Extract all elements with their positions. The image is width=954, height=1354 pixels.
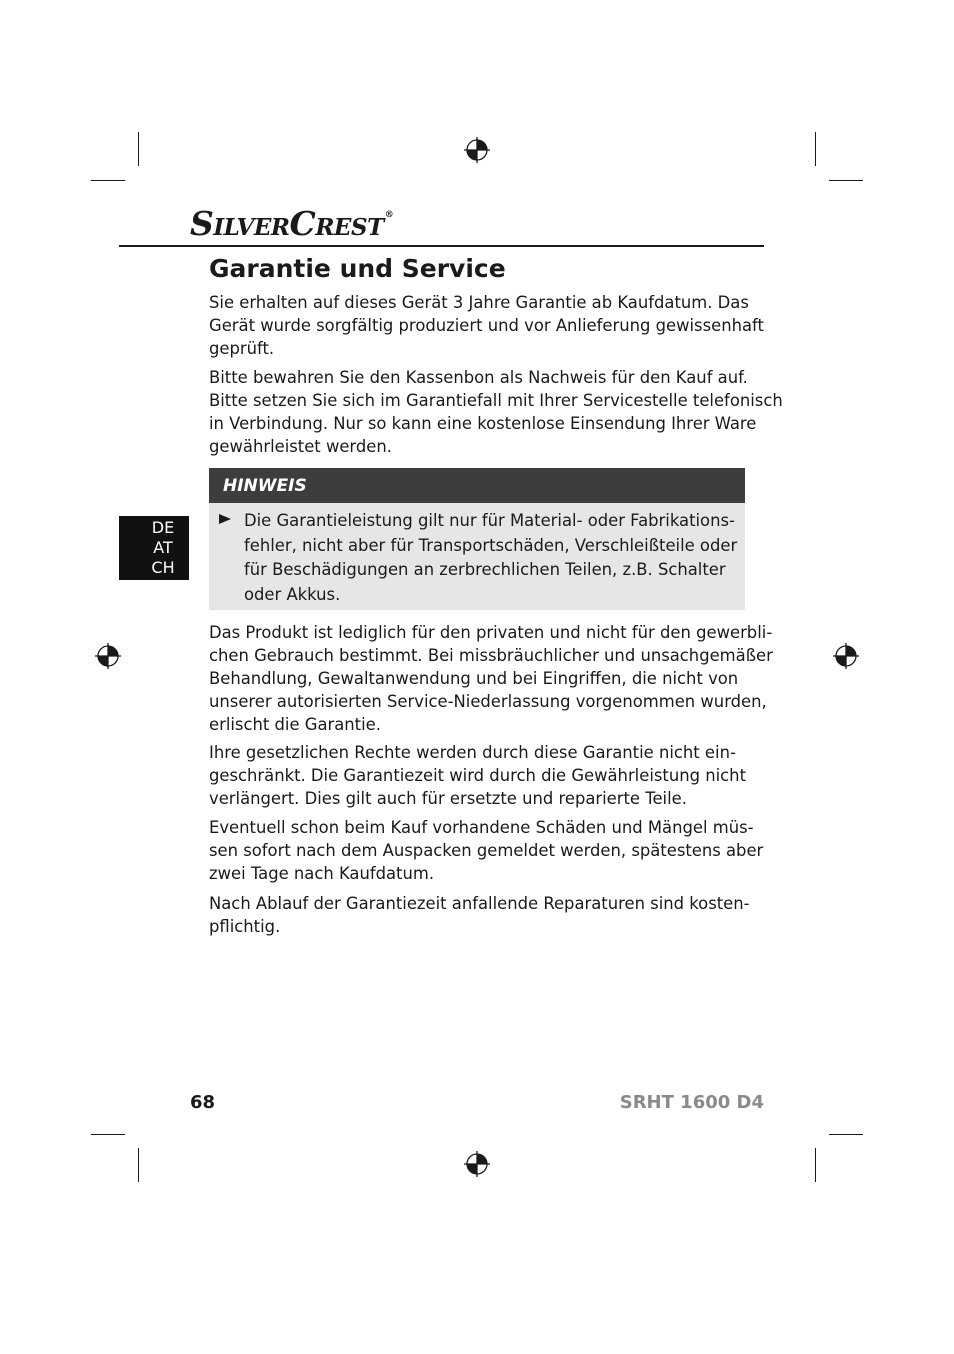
text-line: Bitte setzen Sie sich im Garantiefall mit Ihrer Servicestelle telefonisch	[209, 391, 783, 410]
text-line: Das Produkt ist lediglich für den privaten und nicht für den gewerbli-	[209, 623, 773, 642]
crop-mark	[91, 180, 125, 181]
silvercrest-logo	[190, 204, 394, 243]
registration-mark-icon	[95, 643, 121, 669]
language-code: DE	[151, 518, 175, 537]
text-line: Ihre gesetzlichen Rechte werden durch diese Garantie nicht ein-	[209, 743, 736, 762]
logo-letter: C	[289, 204, 316, 243]
bullet-arrow-icon	[219, 514, 231, 524]
text-line: Eventuell schon beim Kauf vorhandene Schäden und Mängel müs-	[209, 818, 754, 837]
page-title: Garantie und Service	[209, 254, 506, 283]
logo-word: REST	[315, 214, 384, 241]
text-line: für Beschädigungen an zerbrechlichen Teilen, z.B. Schalter	[244, 560, 726, 579]
text-line: Sie erhalten auf dieses Gerät 3 Jahre Garantie ab Kaufdatum. Das	[209, 293, 749, 312]
text-line: oder Akkus.	[244, 584, 341, 604]
text-line: pflichtig.	[209, 917, 281, 936]
text-line: zwei Tage nach Kaufdatum.	[209, 864, 435, 883]
text-line: sen sofort nach dem Auspacken gemeldet werden, spätestens aber	[209, 841, 764, 860]
text-line: fehler, nicht aber für Transportschäden, Verschleißteile oder	[244, 535, 738, 555]
text-line: Bitte bewahren Sie den Kassenbon als Nachweis für den Kauf auf.	[209, 368, 748, 387]
page-number: 68	[190, 1092, 216, 1113]
paragraph-legal-rights	[209, 741, 749, 810]
logo-letter: S	[190, 204, 214, 243]
crop-mark	[138, 132, 139, 166]
text-line: geprüft.	[209, 339, 275, 358]
text-line: unserer autorisierten Service-Niederlassung vorgenommen wurden,	[209, 692, 767, 711]
text-line: in Verbindung. Nur so kann eine kostenlose Einsendung Ihrer Ware	[209, 414, 757, 433]
model-number: SRHT 1600 D4	[619, 1092, 764, 1113]
text-line: chen Gebrauch bestimmt. Bei missbräuchlicher und unsachgemäßer	[209, 646, 773, 665]
registration-mark-icon	[464, 137, 490, 163]
note-text	[244, 509, 737, 607]
language-tab	[119, 516, 189, 580]
crop-mark	[138, 1148, 139, 1182]
crop-mark	[829, 1134, 863, 1135]
crop-mark	[815, 1148, 816, 1182]
language-code: AT	[153, 538, 173, 557]
paragraph-receipt	[209, 366, 783, 458]
registration-mark-icon	[464, 1151, 490, 1177]
text-line: Die Garantieleistung gilt nur für Material- oder Fabrikations-	[244, 511, 735, 530]
text-line: erlischt die Garantie.	[209, 715, 381, 734]
registered-mark: ®	[384, 210, 394, 220]
crop-mark	[829, 180, 863, 181]
text-line: Gerät wurde sorgfältig produziert und vor Anlieferung gewissenhaft	[209, 316, 764, 335]
header-rule	[119, 245, 764, 247]
paragraph-warranty-intro	[209, 291, 764, 360]
text-line: Nach Ablauf der Garantiezeit anfallende Reparaturen sind kosten-	[209, 894, 750, 913]
crop-mark	[815, 132, 816, 166]
paragraph-private-use	[209, 621, 773, 736]
note-heading: HINWEIS	[209, 468, 745, 503]
registration-mark-icon	[833, 643, 859, 669]
text-line: Behandlung, Gewaltanwendung und bei Eingriffen, die nicht von	[209, 669, 739, 688]
logo-word: ILVER	[213, 214, 290, 241]
paragraph-repair-costs	[209, 892, 749, 938]
paragraph-existing-damage	[209, 816, 764, 885]
crop-mark	[91, 1134, 125, 1135]
text-line: gewährleistet werden.	[209, 437, 392, 456]
text-line: geschränkt. Die Garantiezeit wird durch die Gewährleistung nicht	[209, 766, 747, 785]
text-line: verlängert. Dies gilt auch für ersetzte und reparierte Teile.	[209, 789, 687, 808]
language-code: CH	[151, 558, 175, 577]
